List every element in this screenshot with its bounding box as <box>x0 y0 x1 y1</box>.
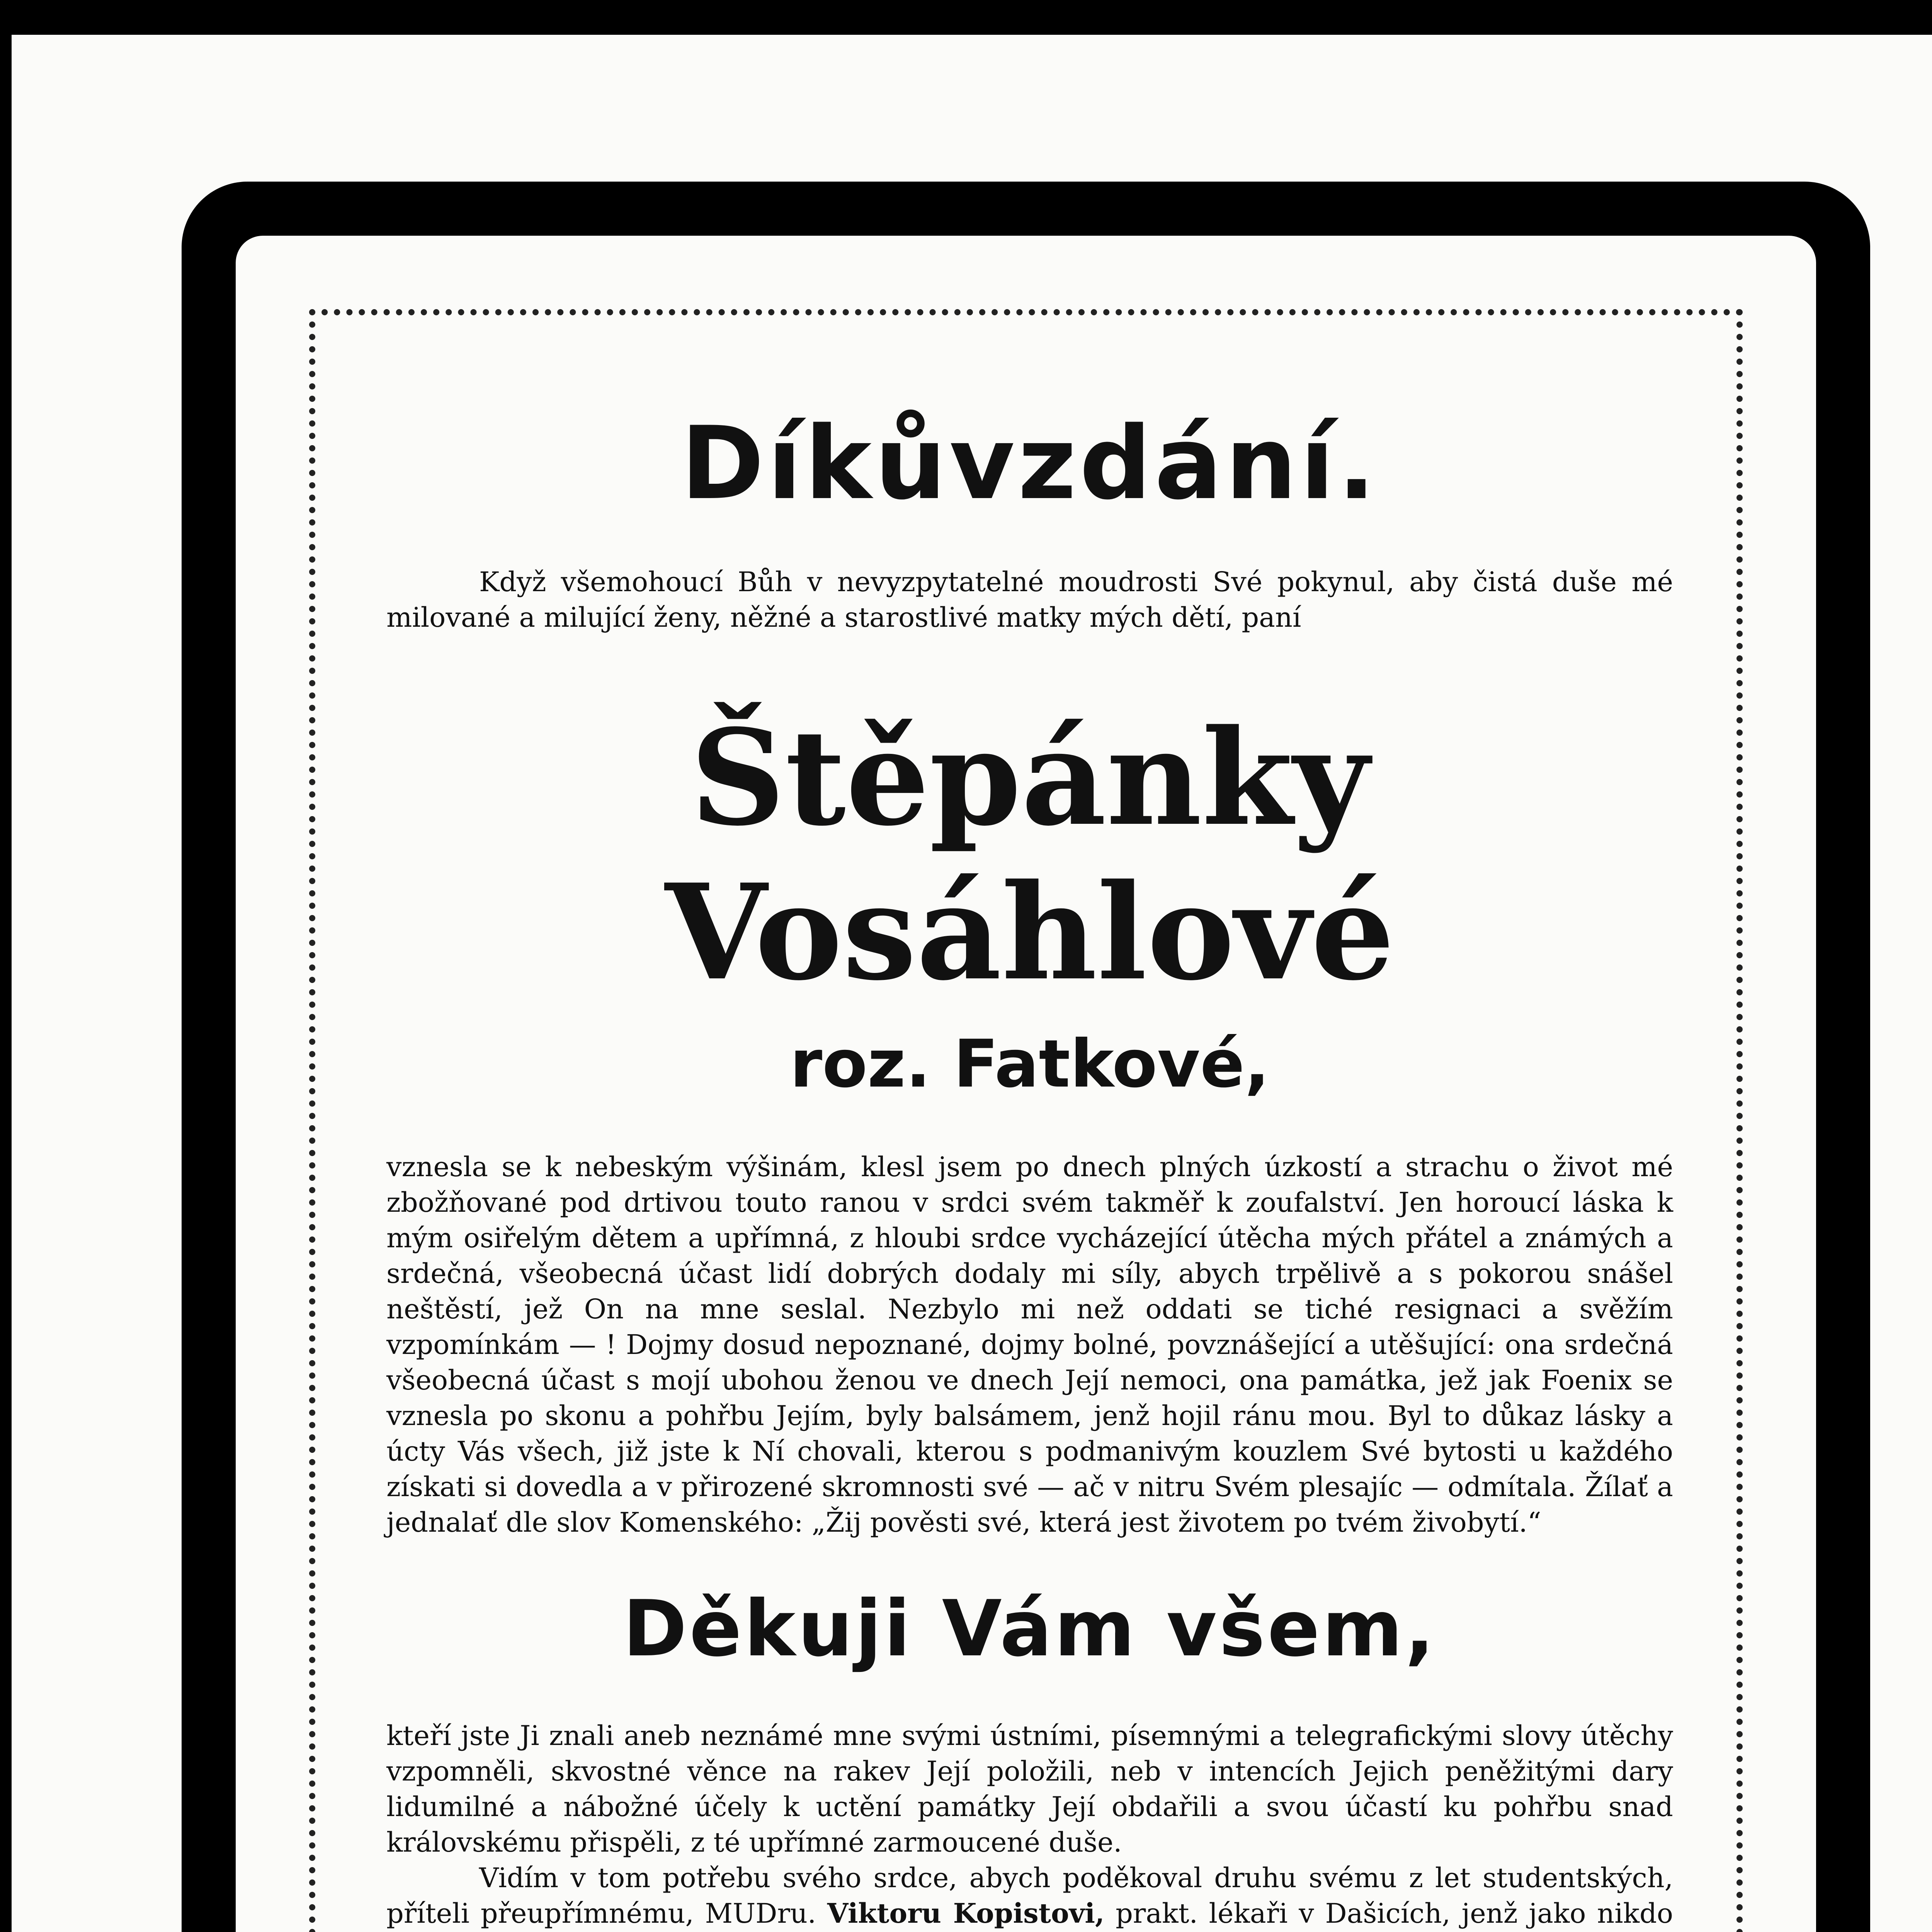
maiden-name: roz. Fatkové, <box>790 1026 1270 1102</box>
intro-paragraph: Když všemohoucí Bůh v nevyzpytatelné moudrosti Své pokynul, aby čistá duše mé milované a milující ženy, něžné a starostlivé matky mých dětí, paní <box>386 566 1673 633</box>
deceased-name: Štěpánky Vosáhlové <box>665 701 1395 1010</box>
body-paragraph-3: Vidím v tom potřebu svého srdce, abych poděkoval druhu svému z let studentských, příteli přeupřímnému, MUDru. Viktoru Kopistovi, prakt. lékaři v Dašicích, jenž jako nikdo <box>386 1862 1673 1929</box>
thanks-heading: Děkuji Vám všem, <box>622 1584 1437 1674</box>
notice-title: Díkůvzdání. <box>680 405 1379 522</box>
funeral-thanks-notice <box>386 406 1673 1932</box>
body-paragraph-2: kteří jste Ji znali aneb neznámé mne svými ústními, písemnými a telegrafickými slovy útěchy vzpomněli, skvostné věnce na rakev Její položili, neb v intencích Jejich peněžitými dary lidumilné a nábožné účely k uctění památky Její obdařili a svou účastí ku pohřbu snad královskému přispěli, z té upřímné zarmoucené duše. <box>386 1720 1673 1858</box>
body-paragraph-1: vznesla se k nebeským výšinám, klesl jsem po dnech plných úzkostí a strachu o život mé zbožňované pod drtivou touto ranou v srdci svém takměř k zoufalství. Jen horoucí láska k mým osiřelým dětem a upřímná, z hloubi srdce vycházející útěcha mých přátel a známých a srdečná, všeobecná účast lidí dobrých dodaly mi síly, abych trpělivě a s pokorou snášel neštěstí, jež On na mne seslal. Nezbylo mi než oddati se tiché resignaci a svěžím vzpomínkám — ! Dojmy dosud nepoznané, dojmy bolné, povznášející a utěšující: ona srdečná všeobecná účast s mojí ubohou ženou ve dnech Její nemoci, ona památka, jež jak Foenix se vznesla po skonu a pohřbu Jejím, byly balsámem, jenž hojil ránu mou. Byl to důkaz lásky a úcty Vás všech, již jste k Ní chovali, kterou s podmanivým kouzlem Své bytosti u každého získati si dovedla a v přirozené skromnosti své — ač v nitru Svém plesajíc — odmítala. Žílať a jednalať dle slov Komenského: „Žij pověsti své, která jest životem po tvém živobytí.“ <box>386 1151 1673 1538</box>
thanked-name: Viktoru Kopistovi, <box>827 1897 1105 1929</box>
